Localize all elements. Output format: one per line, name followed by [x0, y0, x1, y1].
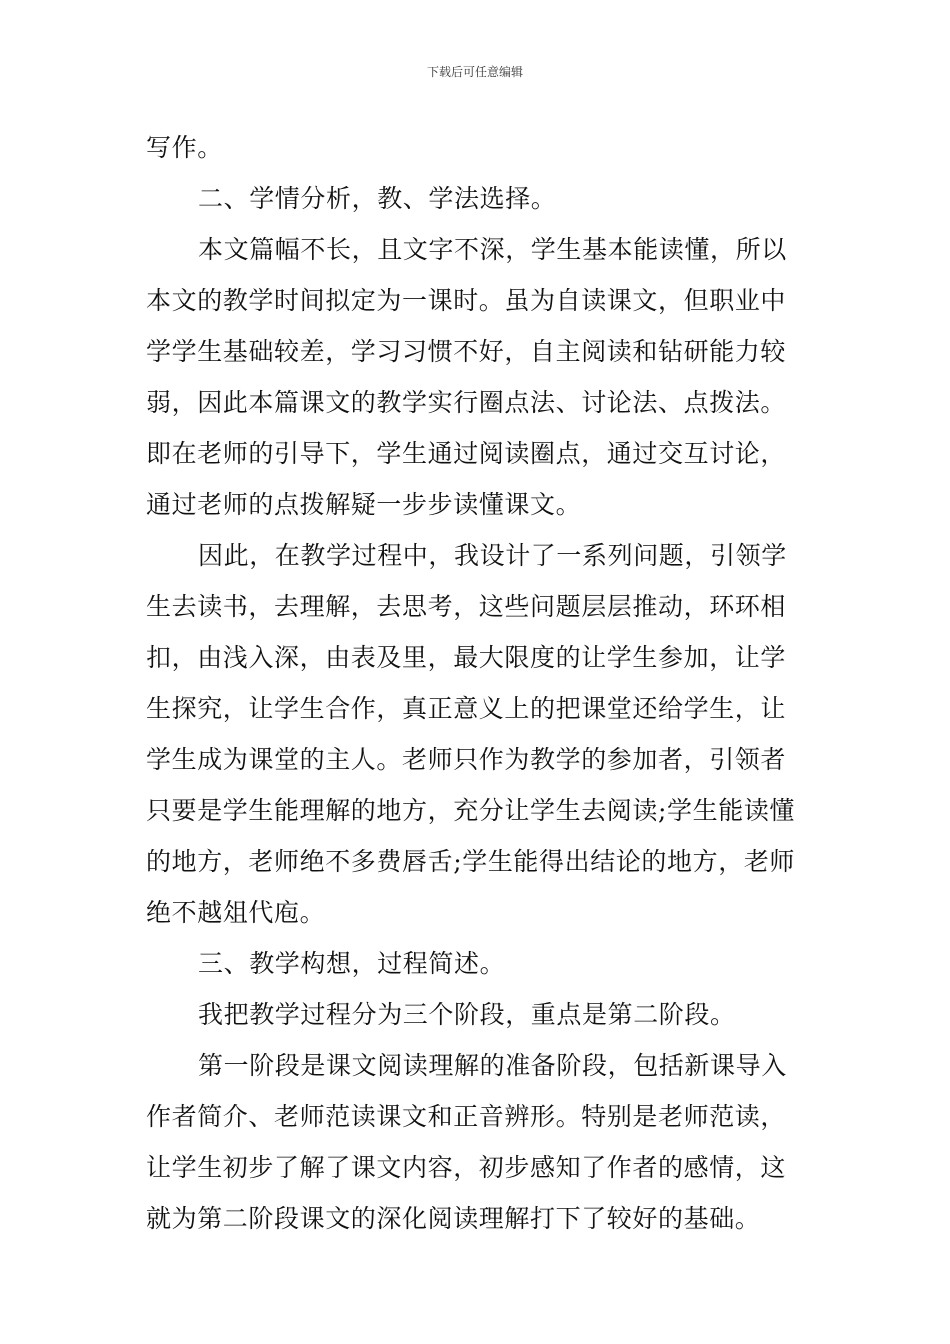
text-line: 让学生初步了解了课文内容，初步感知了作者的感情，这: [146, 1153, 787, 1182]
text-line: 我把教学过程分为三个阶段，重点是第二阶段。: [198, 1000, 736, 1029]
text-line: 作者简介、老师范读课文和正音辨形。特别是老师范读，: [146, 1102, 787, 1131]
text-line: 学生成为课堂的主人。老师只作为教学的参加者，引领者: [146, 745, 787, 774]
text-line: 只要是学生能理解的地方，充分让学生去阅读;学生能读懂: [146, 796, 796, 825]
document-body: [146, 128, 810, 1250]
text-line: 生去读书，去理解，去思考，这些问题层层推动，环环相: [146, 592, 787, 621]
text-line: 弱，因此本篇课文的教学实行圈点法、讨论法、点拨法。: [146, 388, 787, 417]
text-line: 因此，在教学过程中，我设计了一系列问题，引领学: [198, 541, 787, 570]
text-line: 三、教学构想，过程简述。: [198, 949, 506, 978]
text-line: 本文篇幅不长，且文字不深，学生基本能读懂，所以: [198, 235, 787, 264]
text-line: 写作。: [146, 133, 223, 162]
text-line: 绝不越俎代庖。: [146, 898, 326, 927]
text-line: 生探究，让学生合作，真正意义上的把课堂还给学生，让: [146, 694, 787, 723]
text-line: 扣，由浅入深，由表及里，最大限度的让学生参加，让学: [146, 643, 787, 672]
text-line: 二、学情分析，教、学法选择。: [198, 184, 557, 213]
text-line: 本文的教学时间拟定为一课时。虽为自读课文，但职业中: [146, 286, 787, 315]
text-line: 通过老师的点拨解疑一步步读懂课文。: [146, 490, 582, 519]
text-line: 第一阶段是课文阅读理解的准备阶段，包括新课导入: [198, 1051, 787, 1080]
text-line: 就为第二阶段课文的深化阅读理解打下了较好的基础。: [146, 1204, 761, 1233]
text-line: 的地方，老师绝不多费唇舌;学生能得出结论的地方，老师: [146, 847, 796, 876]
text-line: 学学生基础较差，学习习惯不好，自主阅读和钻研能力较: [146, 337, 787, 366]
page-header: 下载后可任意编辑: [426, 65, 523, 79]
text-line: 即在老师的引导下，学生通过阅读圈点，通过交互讨论，: [146, 439, 787, 468]
